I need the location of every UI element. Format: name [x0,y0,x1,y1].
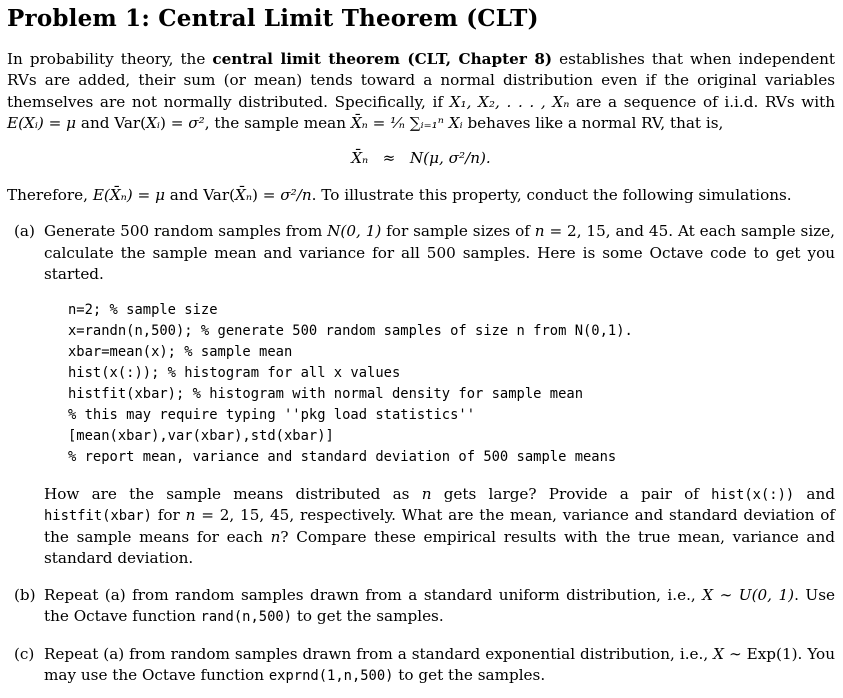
text-run: = 2, 15, 45, respectively. What are the mean, variance and standard deviation of the sample means for each [44,506,835,546]
text-run: . Use the Octave function [44,586,835,626]
list-item-c [7,644,835,687]
text-run: X₁, X₂, . . . , Xₙ [449,92,570,111]
text-run: and Var( [76,113,147,132]
text-run: histfit(xbar) [44,508,152,525]
text-run: n [534,222,545,241]
text-run: to get the samples. [393,666,546,685]
text-run: Generate 500 random samples from [44,222,328,241]
text-run: are a sequence of i.i.d. RVs with [569,92,836,111]
list-item-b [7,585,835,628]
text-run: = 2, 15, and 45. At each sample size, calculate the sample mean and variance for all 500 samples. Here is some Octave code to get you started. [44,222,836,283]
text-run: σ²/n [280,186,312,205]
text-run: X [702,586,714,605]
text-run: exprnd(1,n,500) [268,668,394,685]
code-line: xbar=mean(x); % sample mean [68,344,293,361]
item-label-c: (c) [14,644,35,663]
text-run: , the sample mean [204,113,351,132]
text-run: for [151,506,186,525]
text-run: X̄ₙ = ¹⁄ₙ ∑ᵢ₌₁ⁿ Xᵢ [350,113,463,132]
text-run: Xᵢ [146,113,160,132]
text-run: ) = [159,113,189,132]
text-run: E(Xᵢ) = μ [7,113,77,132]
item-body-a [44,221,835,569]
code-line: histfit(xbar); % histogram with normal density for sample mean [68,386,583,403]
text-run: Repeat (a) from random samples drawn from a standard exponential distribution, i.e., [44,644,714,663]
text-run: How are the sample means distributed as [44,485,422,503]
text-run: and [794,485,835,503]
item-label-b: (b) [14,586,36,605]
item-label-a: (a) [14,222,35,241]
text-run: rand(n,500) [200,609,292,626]
intro-paragraph [7,49,835,134]
clt-equation: X̄ₙ ≈ N(μ, σ²/n). [351,149,491,168]
text-run: ? Compare these empirical results with the true mean, variance and standard deviation. [44,527,835,567]
item-body-c [44,644,835,687]
code-line: % report mean, variance and standard deviation of 500 sample means [68,449,617,466]
code-line: n=2; % sample size [68,302,218,319]
code-line: % this may require typing ''pkg load statistics'' [68,407,476,424]
list-item-a [7,221,835,569]
code-line: [mean(xbar),var(xbar),std(xbar)] [68,428,334,445]
text-run: E(X̄ₙ) = μ [92,186,165,205]
item-body-b [44,585,835,628]
text-run: X [713,644,724,663]
code-line: x=randn(n,500); % generate 500 random samples of size n from N(0,1). [68,323,633,340]
text-run: U(0, 1) [738,586,795,605]
text-run: Therefore, [7,186,93,205]
page-title: Problem 1: Central Limit Theorem (CLT) [7,5,539,32]
text-run: N(0, 1) [327,222,382,241]
item-a-instructions [44,221,835,285]
item-a-questions [44,484,835,569]
text-run: establishes that when independent RVs are added, their sum (or mean) tends toward a normal distribution even if the original variables themselves are not normally distributed. Specifically, if [7,50,835,111]
therefore-paragraph [7,185,835,206]
code-line: hist(x(:)); % histogram for all x values [68,365,401,382]
text-run: . To illustrate this property, conduct the following simulations. [311,186,792,205]
text-run: gets large? Provide a pair of [431,485,712,503]
item-c-instructions [44,644,835,687]
text-run: ) = [251,186,281,205]
text-run: n [421,485,432,503]
text-run: In probability theory, the [7,50,213,68]
text-run: for sample sizes of [381,222,535,241]
text-run: to get the samples. [292,607,444,626]
text-run: and Var( [164,186,236,205]
text-run: central limit theorem (CLT, Chapter 8) [212,50,553,68]
text-run: X̄ₙ [235,186,252,205]
text-run: σ² [188,113,205,132]
text-run: Repeat (a) from random samples drawn from a standard uniform distribution, i.e., [44,586,703,605]
text-run: ∼ [713,586,739,605]
text-run: n [270,527,281,546]
text-run: behaves like a normal RV, that is, [462,113,724,132]
text-run: ∼ Exp(1). You may use the Octave function [44,644,835,685]
item-b-instructions [44,585,835,628]
octave-code-block [68,300,835,468]
text-run: hist(x(:)) [711,487,795,503]
text-run: n [185,506,196,525]
